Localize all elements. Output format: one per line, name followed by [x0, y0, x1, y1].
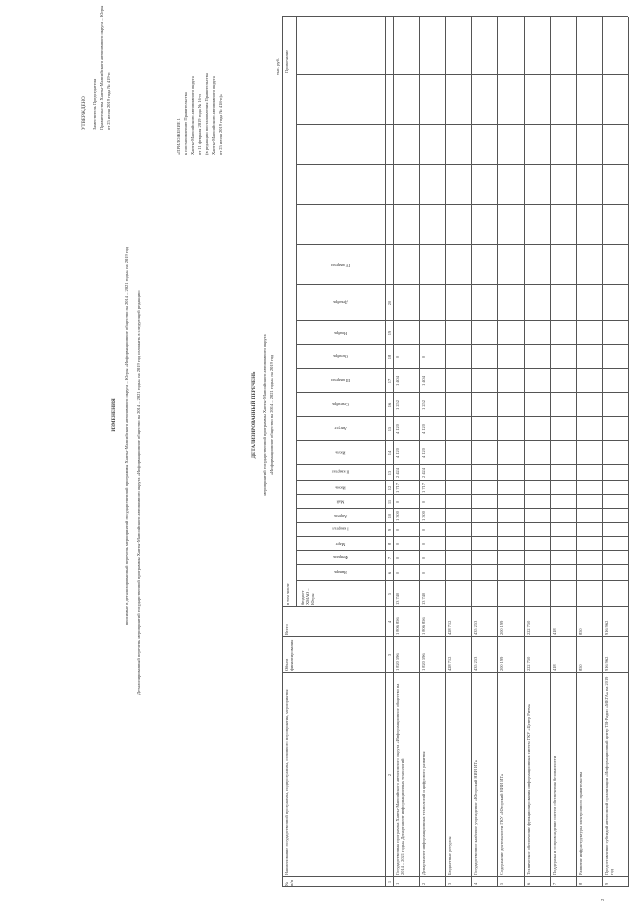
- column-line: [296, 165, 628, 166]
- row-okr: 13 740: [421, 592, 427, 605]
- header-month-label: Апрель: [333, 513, 348, 519]
- column-number: 18: [386, 354, 392, 360]
- header-month: [298, 523, 383, 537]
- row-period-value: 1 717: [395, 483, 400, 493]
- column-number: 15: [386, 426, 392, 432]
- row-okr: [604, 583, 628, 605]
- appendix-line-5: (в редакции постановления Правительства: [204, 73, 209, 155]
- column-number: 13: [386, 470, 392, 476]
- header-month-label: Октябрь: [333, 354, 348, 360]
- appendix-line-1: «ПРИЛОЖЕНИЕ 1: [176, 118, 181, 155]
- header-name: Наименование государственной программы, подпрограммы, основного мероприятия, мероприятия: [284, 689, 289, 875]
- header-month: [298, 417, 383, 441]
- row-total: 200 199: [499, 656, 505, 671]
- column-number: 12: [386, 485, 392, 491]
- row-period-value: 0: [421, 542, 427, 546]
- column-number: 10: [386, 513, 392, 519]
- header-okr: бюджет ХМАО – Югры: [300, 588, 316, 605]
- list-subtitle-1: мероприятий государственной программы Ханты-Мансийского автономного округа: [262, 334, 267, 496]
- row-name: Техническое обеспечение функционирования информационных систем ГКУ «Центр Ритм»: [525, 704, 531, 875]
- row-name: Бюджетные ресурсы: [447, 836, 453, 875]
- column-number: 11: [386, 499, 392, 505]
- row-period-value: 1 300: [395, 511, 400, 521]
- appendix-line-3: Ханты-Мансийского автономного округа: [190, 76, 195, 155]
- header-month: [298, 551, 383, 565]
- units-label: тыс. руб.: [275, 57, 280, 75]
- header-month: [298, 345, 383, 369]
- row-total: 850: [577, 664, 583, 671]
- header-month: [298, 369, 383, 393]
- table-border-bottom: [628, 17, 629, 887]
- row-name: Департамент информационных технологий и цифрового развития: [421, 751, 427, 875]
- header-month: [298, 441, 383, 465]
- row-total: 418: [551, 664, 557, 671]
- row-period-value: 0: [421, 528, 427, 532]
- row-number: 3: [447, 882, 453, 885]
- row-name: Государственное казённое учреждение «Югорский НИИ ИТ»: [473, 760, 479, 875]
- changes-subtitle: вносимые в детализированный перечень мероприятий государственной программы Ханты-Мансийского автономного округа – Югры «Информационное общество на 2014 – 2021 годы» на 2019 год: [124, 246, 129, 625]
- row-name: Развитие инфраструктуры электронного правительства: [577, 771, 583, 875]
- header-month: [298, 393, 383, 417]
- row-period-value: 2 424: [395, 468, 400, 478]
- subheader-line: [296, 17, 297, 607]
- row-period-value: 1 300: [421, 511, 427, 521]
- row-period-value: 1 717: [421, 483, 427, 493]
- row-number: 1: [395, 882, 400, 885]
- row-number: 5: [499, 882, 505, 885]
- row-period-value: 0: [395, 556, 400, 560]
- row-budget: 418: [551, 628, 557, 635]
- header-num: № п/п: [284, 880, 295, 886]
- header-total: Объем финансирования: [284, 639, 295, 671]
- column-number: 4: [386, 620, 392, 624]
- row-number: 6: [525, 882, 531, 885]
- row-period-value: 2 424: [421, 468, 427, 478]
- row-okr: [447, 583, 471, 605]
- column-number: 3: [386, 653, 392, 657]
- row-budget: 200 199: [499, 620, 505, 635]
- row-number: 9: [603, 882, 609, 885]
- appendix-line-2: к постановлению Правительства: [183, 92, 188, 155]
- row-period-value: 4 120: [421, 424, 427, 434]
- column-number: 20: [386, 300, 392, 306]
- row-number: 2: [421, 882, 427, 885]
- header-month: [298, 321, 383, 345]
- header-month: [298, 495, 383, 509]
- row-total: 1 820 596: [395, 653, 400, 671]
- row-period-value: 0: [421, 355, 427, 359]
- appendix-line-4: от 11 февраля 2019 года № 16-п: [197, 94, 202, 155]
- row-budget: 435 253: [473, 620, 479, 635]
- row-number: 4: [473, 882, 479, 885]
- row-budget: 916 962: [603, 620, 609, 635]
- header-month-label: IV квартал: [330, 262, 351, 268]
- header-month-label: Июль: [335, 450, 346, 456]
- list-title: ДЕТАЛИЗИРОВАННЫЙ ПЕРЕЧЕНЬ: [252, 371, 257, 459]
- row-name: Поддержка и сопровождение систем обеспечения безопасности: [551, 755, 557, 875]
- row-total: 435 253: [473, 656, 479, 671]
- col-number-separator: [393, 17, 394, 887]
- column-number: 1: [386, 880, 392, 884]
- row-period-value: 1 404: [395, 376, 400, 386]
- row-period-value: 0: [421, 556, 427, 560]
- row-period-value: 1 252: [421, 400, 427, 410]
- header-month-label: II квартал: [331, 469, 350, 475]
- row-period-value: 1 252: [395, 400, 400, 410]
- changes-body: Детализированный перечень мероприятий государственной программы Ханты-Мансийского автономного округа «Информационное общество на 2014 – 2021 годы» на 2019 год изложить в следующей редакции:: [136, 290, 141, 695]
- row-name: Государственная программа Ханты-Мансийского автономного округа «Информационное общество на 2014 – 2021 годы» Департамент информационных технологий: [395, 683, 406, 875]
- header-month-label: III квартал: [331, 378, 350, 384]
- header-month-label: Ноябрь: [333, 330, 348, 336]
- approval-line-4: от 25 июля 2019 года № 419-п: [106, 72, 111, 130]
- row-period-value: 0: [395, 528, 400, 532]
- header-separator: [385, 17, 386, 887]
- header-month-label: I квартал: [332, 526, 349, 532]
- appendix-line-7: от 25 июля 2019 года № 418-п)»: [218, 93, 223, 155]
- column-number: 6: [386, 571, 392, 575]
- header-month-label: Август: [334, 426, 347, 432]
- column-number: 14: [386, 450, 392, 456]
- row-period-value: 0: [395, 542, 400, 546]
- header-month-label: Июнь: [335, 485, 346, 491]
- row-period-value: 1 404: [421, 376, 427, 386]
- column-number: 19: [386, 330, 392, 336]
- header-budget: Всего: [284, 624, 289, 635]
- row-budget: 1 806 856: [395, 617, 400, 635]
- row-period-value: 0: [421, 571, 427, 575]
- column-number: 9: [386, 528, 392, 532]
- column-number: 7: [386, 556, 392, 560]
- row-total: 222 750: [525, 656, 531, 671]
- header-month: [298, 481, 383, 495]
- row-period-value: 0: [395, 571, 400, 575]
- header-note: Примечание: [284, 49, 289, 73]
- column-line: [296, 205, 628, 206]
- approval-line-3: Правительства Ханты-Мансийского автономного округа – Югры: [99, 5, 104, 130]
- row-name: Предоставление субсидий автономной организации «Информационный центр ТВ-Радио «МЕГА» на 2019 год: [603, 676, 615, 875]
- header-month: [298, 465, 383, 481]
- row-period-value: 0: [421, 500, 427, 504]
- column-number: 17: [386, 378, 392, 384]
- row-budget: 222 750: [525, 620, 531, 635]
- header-month: [298, 245, 383, 285]
- column-number: 16: [386, 402, 392, 408]
- column-line: [296, 125, 628, 126]
- row-total: 428 712: [447, 656, 453, 671]
- header-month: [298, 537, 383, 551]
- row-period-value: 4 120: [395, 424, 400, 434]
- row-budget: 1 806 856: [421, 617, 427, 635]
- row-budget: 428 712: [447, 620, 453, 635]
- table-border-top: [282, 17, 283, 887]
- column-number: 2: [386, 773, 392, 777]
- column-number: 5: [386, 592, 392, 596]
- approval-line-1: УТВЕРЖДЕНО: [82, 96, 87, 130]
- row-okr: [578, 583, 602, 605]
- row-okr: [526, 583, 550, 605]
- row-period-value: 0: [395, 355, 400, 359]
- header-month-label: Май: [336, 499, 345, 505]
- row-number: 8: [577, 882, 583, 885]
- column-number: 8: [386, 542, 392, 546]
- row-period-value: 0: [395, 500, 400, 504]
- header-month-label: Декабрь: [333, 300, 348, 306]
- row-number: 7: [551, 882, 557, 885]
- header-month-label: Январь: [334, 570, 347, 576]
- row-okr: 13 740: [395, 592, 400, 605]
- row-okr: [473, 583, 497, 605]
- row-period-value: 4 120: [421, 448, 427, 458]
- header-month-label: Февраль: [332, 554, 349, 560]
- row-okr: [552, 583, 576, 605]
- row-okr: [499, 583, 523, 605]
- header-month-label: Сентябрь: [332, 402, 349, 408]
- column-line: [296, 75, 628, 76]
- header-incl: в том числе: [285, 583, 290, 605]
- appendix-line-6: Ханты-Мансийского автономного округа: [211, 76, 216, 155]
- row-name: Содержание деятельности ГКУ «Югорский НИИ ИТ»: [499, 773, 505, 875]
- header-month-label: Март: [335, 541, 346, 547]
- header-month: [298, 565, 383, 581]
- header-month: [298, 509, 383, 523]
- header-month: [298, 285, 383, 321]
- row-total: 1 820 596: [421, 653, 427, 671]
- list-subtitle-2: «Информационное общество на 2014 – 2021 годы» на 2019 год: [269, 354, 274, 476]
- changes-title: ИЗМЕНЕНИЯ: [112, 398, 117, 432]
- row-budget: 850: [577, 628, 583, 635]
- page-number: 2: [600, 898, 605, 901]
- row-period-value: 4 120: [395, 448, 400, 458]
- approval-line-2: Заместитель Председателя: [92, 78, 97, 130]
- row-total: 916 962: [603, 656, 609, 671]
